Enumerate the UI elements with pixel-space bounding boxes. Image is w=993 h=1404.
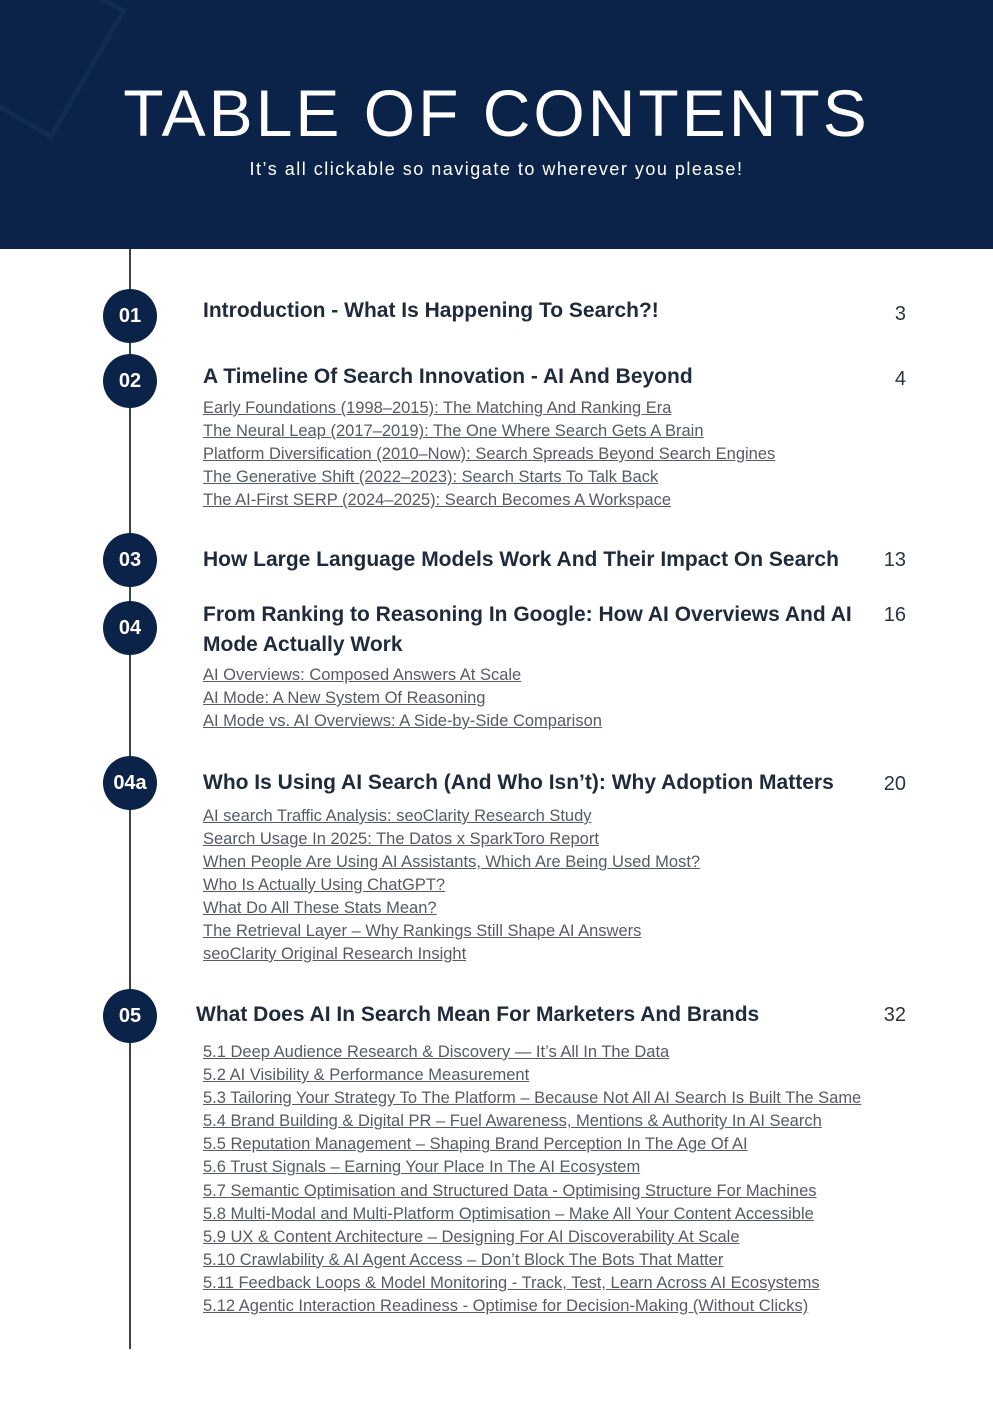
subsection-link[interactable]: 5.11 Feedback Loops & Model Monitoring - Track, Test, Learn Across AI Ecosystems — [203, 1273, 820, 1292]
subsection-link[interactable]: 5.3 Tailoring Your Strategy To The Platform – Because Not All AI Search Is Built The Same — [203, 1089, 862, 1108]
section-number-badge: 04a — [103, 756, 157, 810]
subsection-list — [203, 664, 602, 733]
subsection-link[interactable]: 5.12 Agentic Interaction Readiness - Optimise for Decision-Making (Without Clicks) — [203, 1297, 809, 1316]
subsection-link[interactable]: The AI-First SERP (2024–2025): Search Becomes A Workspace — [203, 491, 672, 509]
subsection-link[interactable]: 5.2 AI Visibility & Performance Measurement — [203, 1066, 530, 1085]
subsection-link[interactable]: AI search Traffic Analysis: seoClarity Research Study — [203, 807, 592, 825]
section-title-link[interactable]: From Ranking to Reasoning In Google: How AI Overviews And AI Mode Actually Work — [203, 603, 852, 656]
section-number-badge: 02 — [103, 354, 157, 408]
section-page-number: 20 — [883, 773, 906, 795]
subsection-list — [203, 1041, 861, 1318]
section-title-link[interactable]: How Large Language Models Work And Their Impact On Search — [203, 548, 839, 571]
subsection-link[interactable]: 5.4 Brand Building & Digital PR – Fuel Awareness, Mentions & Authority In AI Search — [203, 1112, 822, 1131]
subsection-link[interactable]: AI Mode: A New System Of Reasoning — [203, 689, 486, 707]
section-number-badge: 05 — [103, 989, 157, 1043]
section-page-number: 13 — [883, 549, 906, 571]
section-page-number: 32 — [883, 1004, 906, 1026]
subsection-link[interactable]: The Retrieval Layer – Why Rankings Still Shape AI Answers — [203, 922, 642, 940]
subsection-link[interactable]: 5.5 Reputation Management – Shaping Brand Perception In The Age Of AI — [203, 1135, 748, 1154]
subsection-link[interactable]: When People Are Using AI Assistants, Which Are Being Used Most? — [203, 853, 701, 871]
page-title: TABLE OF CONTENTS — [123, 76, 870, 150]
subsection-link[interactable]: Search Usage In 2025: The Datos x SparkToro Report — [203, 830, 599, 848]
subsection-list — [203, 805, 700, 966]
subsection-link[interactable]: 5.6 Trust Signals – Earning Your Place In The AI Ecosystem — [203, 1158, 641, 1177]
section-title-link[interactable]: Who Is Using AI Search (And Who Isn’t): Why Adoption Matters — [203, 771, 834, 794]
subsection-list — [203, 397, 775, 512]
subsection-link[interactable]: What Do All These Stats Mean? — [203, 899, 437, 917]
subsection-link[interactable]: 5.9 UX & Content Architecture – Designing For AI Discoverability At Scale — [203, 1227, 740, 1246]
section-page-number: 3 — [894, 303, 906, 325]
subsection-link[interactable]: 5.10 Crawlability & AI Agent Access – Don’t Block The Bots That Matter — [203, 1250, 724, 1269]
section-number-badge: 01 — [103, 289, 157, 343]
section-title-link[interactable]: What Does AI In Search Mean For Marketers And Brands — [196, 1003, 760, 1026]
section-page-number: 16 — [883, 604, 906, 626]
subsection-link[interactable]: Platform Diversification (2010–Now): Search Spreads Beyond Search Engines — [203, 445, 776, 463]
subsection-link[interactable]: Early Foundations (1998–2015): The Matching And Ranking Era — [203, 399, 672, 417]
page-subtitle: It’s all clickable so navigate to wherever you please! — [249, 159, 744, 179]
subsection-link[interactable]: seoClarity Original Research Insight — [203, 945, 467, 963]
section-number-badge: 04 — [103, 601, 157, 655]
subsection-link[interactable]: The Generative Shift (2022–2023): Search Starts To Talk Back — [203, 468, 659, 486]
header-banner — [0, 0, 993, 249]
subsection-link[interactable]: The Neural Leap (2017–2019): The One Where Search Gets A Brain — [203, 422, 704, 440]
section-number-badge: 03 — [103, 533, 157, 587]
subsection-link[interactable]: 5.7 Semantic Optimisation and Structured Data - Optimising Structure For Machines — [203, 1181, 817, 1200]
subsection-link[interactable]: Who Is Actually Using ChatGPT? — [203, 876, 446, 894]
subsection-link[interactable]: 5.1 Deep Audience Research & Discovery — It’s All In The Data — [203, 1043, 670, 1061]
subsection-link[interactable]: AI Overviews: Composed Answers At Scale — [203, 666, 522, 684]
subsection-link[interactable]: 5.8 Multi-Modal and Multi-Platform Optimisation – Make All Your Content Accessible — [203, 1204, 814, 1223]
section-title-link[interactable]: Introduction - What Is Happening To Search?! — [203, 299, 659, 322]
section-page-number: 4 — [894, 368, 906, 390]
section-title-link[interactable]: A Timeline Of Search Innovation - AI And Beyond — [203, 365, 693, 388]
subsection-link[interactable]: AI Mode vs. AI Overviews: A Side-by-Side Comparison — [203, 712, 602, 730]
